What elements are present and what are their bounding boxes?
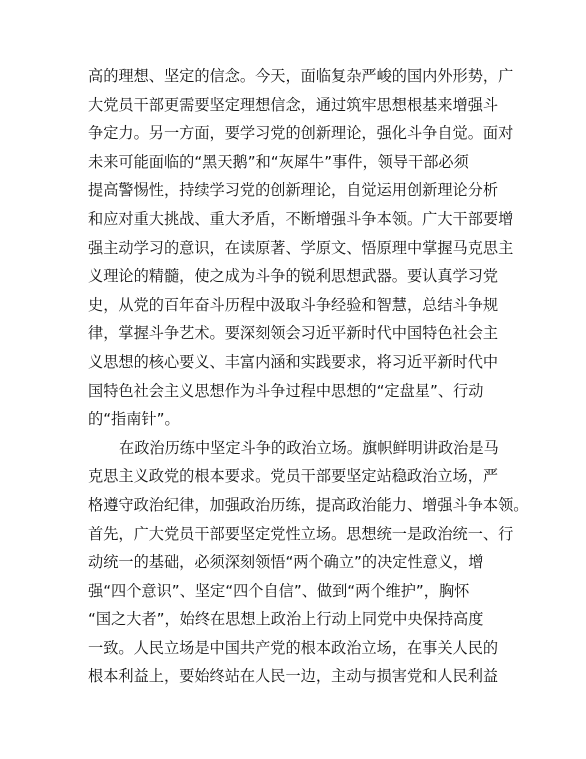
text-line: 义理论的精髓，使之成为斗争的锐利思想武器。要认真学习党: [88, 267, 499, 286]
text-line: 争定力。另一方面，要学习党的创新理论，强化斗争自觉。面对: [88, 124, 514, 143]
text-line: 克思主义政党的根本要求。党员干部要坚定站稳政治立场，严: [88, 467, 499, 486]
text-line: 首先，广大党员干部要坚定党性立场。思想统一是政治统一、行: [88, 524, 514, 543]
text-line: 提高警惕性，持续学习党的创新理论，自觉运用创新理论分析: [88, 181, 499, 200]
text-line: 高的理想、坚定的信念。今天，面临复杂严峻的国内外形势，广: [88, 67, 514, 85]
text-line: 的“指南针”。: [88, 410, 180, 429]
text-line: 大党员干部更需要坚定理想信念，通过筑牢思想根基来增强斗: [88, 95, 499, 114]
text-line: “国之大者”，始终在思想上政治上行动上同党中央保持高度: [88, 610, 484, 629]
text-line: 义思想的核心要义、丰富内涵和实践要求，将习近平新时代中: [88, 352, 499, 371]
paragraph-1: [88, 62, 514, 434]
body-text: [88, 62, 529, 691]
text-line: 格遵守政治纪律，加强政治历练，提高政治能力、增强斗争本领。: [88, 495, 529, 514]
text-line: 强“四个意识”、坚定“四个自信”、做到“两个维护”，胸怀: [88, 581, 470, 600]
text-line: 未来可能面临的“黑天鹅”和“灰犀牛”事件，领导干部必须: [88, 152, 469, 171]
text-line: 国特色社会主义思想作为斗争过程中思想的“定盘星”、行动: [88, 381, 484, 400]
text-line: 律，掌握斗争艺术。要深刻领会习近平新时代中国特色社会主: [88, 324, 499, 343]
text-line: 和应对重大挑战、重大矛盾，不断增强斗争本领。广大干部要增: [88, 209, 514, 228]
text-line: 史，从党的百年奋斗历程中汲取斗争经验和智慧，总结斗争规: [88, 295, 499, 314]
text-line: 一致。人民立场是中国共产党的根本政治立场，在事关人民的: [88, 638, 499, 657]
paragraph-2: [88, 434, 529, 691]
text-line: 强主动学习的意识，在读原著、学原文、悟原理中掌握马克思主: [88, 238, 514, 257]
text-line: 动统一的基础，必须深刻领悟“两个确立”的决定性意义，增: [88, 553, 484, 572]
text-line: 在政治历练中坚定斗争的政治立场。旗帜鲜明讲政治是马: [119, 438, 499, 457]
text-line: 根本利益上，要始终站在人民一边，主动与损害党和人民利益: [88, 667, 499, 686]
